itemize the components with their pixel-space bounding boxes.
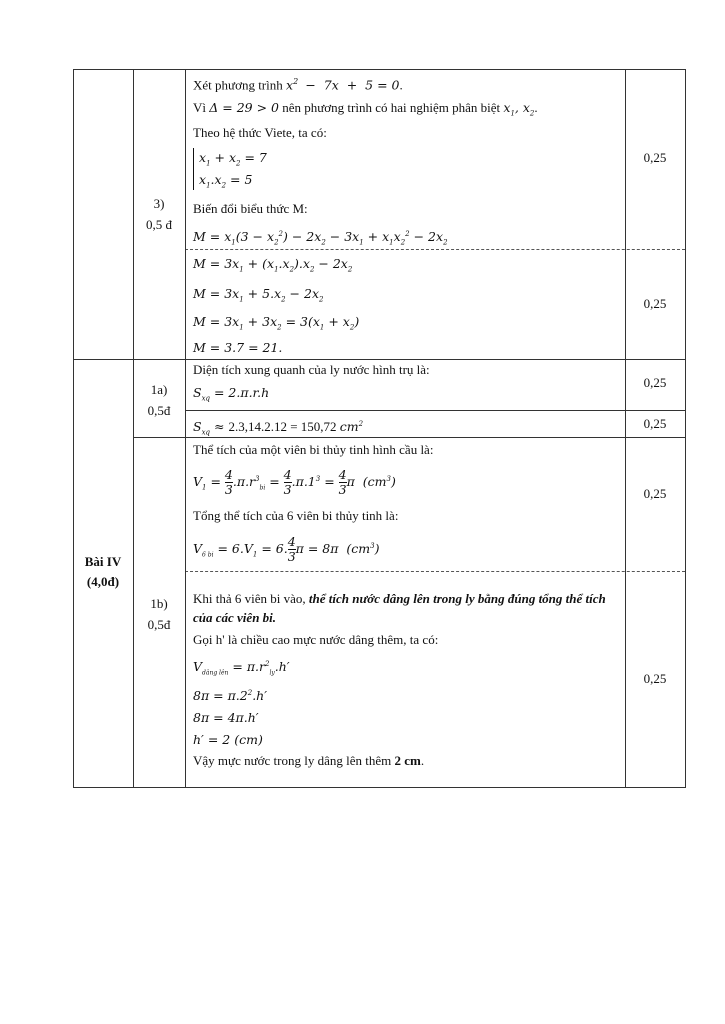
q1b-conclusion-end: .	[420, 753, 425, 768]
col-divider-2	[185, 69, 186, 787]
q3-line-transform: Biến đổi biểu thức M:	[193, 201, 308, 216]
q3-score-a: 0,25	[643, 150, 667, 165]
q1a-line-intro: Diện tích xung quanh của ly nước hình trụ là:	[193, 362, 430, 377]
q3-step-3: $M = 3x_1 + 3x_2 = 3(x_1 + x_2)$	[193, 314, 360, 332]
q1b-intro-text: Khi thả 6 viên bi vào,	[193, 591, 309, 606]
q1b-step-2: 8π = 4π.h′	[193, 710, 259, 725]
q1b-line-total: Tổng thể tích của 6 viên bi thủy tinh là:	[193, 508, 399, 523]
table-bottom-border	[73, 787, 686, 788]
bai4-label-cell	[73, 552, 133, 592]
q3-step-1: $M = 3x_1 + (x_1.x_2).x_2 - 2x_2$	[193, 256, 353, 274]
table-top-border	[73, 69, 686, 70]
q3-score-b: 0,25	[643, 296, 667, 311]
q1b-step-1: $8\pi = \pi.2^2.h'$	[193, 688, 268, 704]
q3-line-delta: Vì Δ = 29 > 0 nên phương trình có hai nghiệm phân biệt $x_1$, $x_2$.	[193, 100, 538, 118]
q1a-score-a: 0,25	[643, 375, 667, 390]
q1a-formula: $S_{xq} = 2.\pi.r.h$	[193, 385, 270, 403]
q1a-label-cell	[133, 379, 185, 421]
viete-product: $x_1.x_2 = 5$	[199, 172, 253, 190]
q1b-line-let: Gọi h' là chiều cao mực nước dâng thêm, ta có:	[193, 632, 439, 647]
q1b-score-top: 0,25	[643, 486, 667, 501]
bai4-label: Bài IV	[84, 554, 122, 569]
q1b-formula-rise: $V_{dâng lên} = \pi.r^2_{ly}.h'$	[193, 659, 290, 677]
table-right-border	[685, 69, 686, 787]
subrow-divider-1a	[185, 410, 685, 411]
q3-line-viete: Theo hệ thức Viete, ta có:	[193, 125, 327, 140]
q1a-label: 1a)	[150, 382, 168, 397]
q3-label-cell	[133, 193, 185, 235]
row-divider-q3-bai4	[73, 359, 686, 360]
viete-system-brace	[193, 148, 194, 190]
q1b-conclusion-value: 2 cm	[394, 753, 421, 768]
q1a-score-b: 0,25	[643, 416, 667, 431]
q1b-score: 0,25	[643, 671, 667, 686]
q1b-label: 1b)	[150, 596, 168, 611]
q1a-points: 0,5đ	[147, 403, 171, 418]
q1b-step-3: h′ = 2 (cm)	[193, 732, 263, 747]
q3-expression-m: $M = x_1(3 - x_2^2) - 2x_2 - 3x_1 + x_1x_2^2 - 2x_2$	[193, 229, 448, 247]
bai4-points: (4,0đ)	[86, 574, 120, 589]
q1b-intro-emphasis: thể tích nước dâng lên trong ly bằng đúng tổng thể tích của các viên bi.	[193, 591, 606, 625]
q1a-result: $S_{xq} \approx 2.3,14.2.12 = 150,72$ $cm^2$	[193, 419, 364, 437]
q1b-conclusion	[193, 752, 424, 770]
q1b-formula-v6: $V_{6 bi} = 6.V_1 = 6$. $\frac{4}{3}$ π = 8π $(cm^3)$	[193, 534, 380, 564]
q1b-label-cell	[133, 593, 185, 635]
q1b-line-volume-one: Thể tích của một viên bi thủy tinh hình cầu là:	[193, 442, 434, 457]
q3-result: M = 3.7 = 21.	[193, 340, 283, 355]
q1b-formula-v1: $V_1$ = $\frac{4}{3}$ $.\pi.r^3_{bi}$ = $\frac{4}{3}$ $.\pi.1^3$ = $\frac{4}{3}$ π $(cm^3)$	[193, 467, 396, 497]
q1b-conclusion-text: Vậy mực nước trong ly dâng lên thêm	[193, 753, 395, 768]
q3-label: 3)	[153, 196, 165, 211]
q1b-points: 0,5đ	[147, 617, 171, 632]
table-left-border	[73, 69, 74, 787]
q3-line-equation: Xét phương trình $x^2 - 7x + 5 = 0$.	[193, 77, 403, 93]
q1b-intro	[193, 589, 621, 627]
subrow-divider-1b	[185, 571, 685, 572]
col-divider-1	[133, 69, 134, 787]
viete-sum: $x_1 + x_2 = 7$	[199, 150, 267, 168]
q3-points: 0,5 đ	[146, 217, 172, 232]
q3-step-2: $M = 3x_1 + 5.x_2 - 2x_2$	[193, 286, 324, 304]
